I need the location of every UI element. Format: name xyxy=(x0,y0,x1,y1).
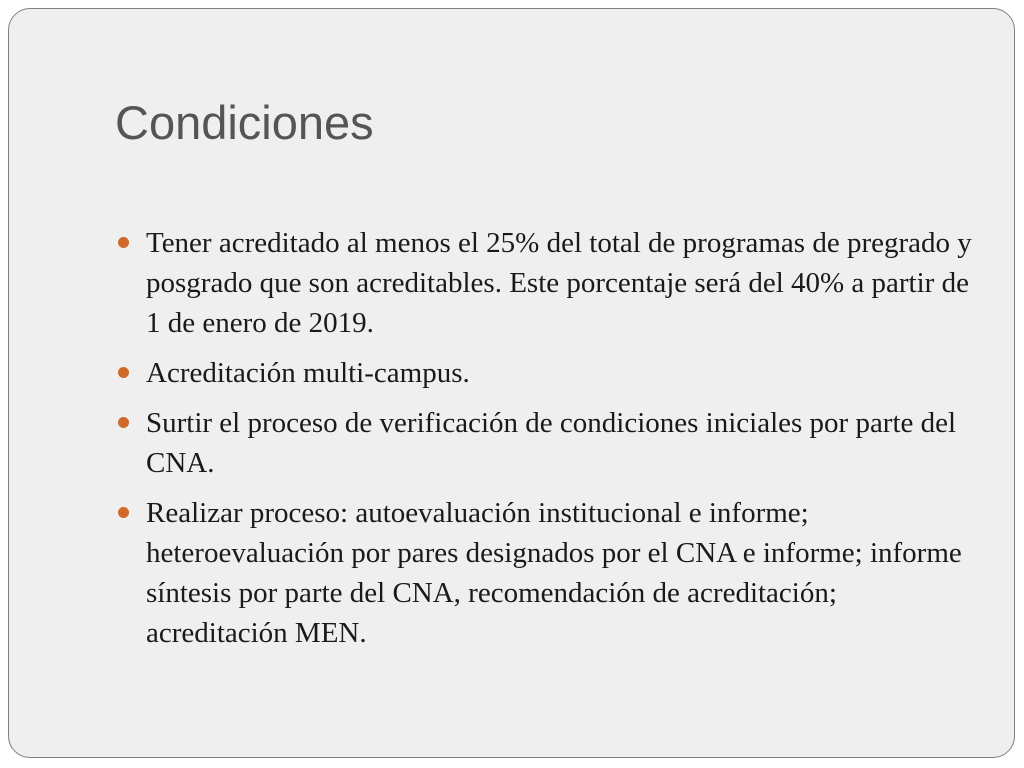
bullet-text: Acreditación multi-campus. xyxy=(146,357,470,389)
bullet-dot-icon xyxy=(118,507,129,518)
bullet-text: Realizar proceso: autoevaluación institucional e informe; heteroevaluación por pares designados por el CNA e informe; informe síntesis por parte del CNA, recomendación de acreditación; acreditación MEN. xyxy=(146,497,962,649)
bullet-dot-icon xyxy=(118,417,129,428)
slide-title: Condiciones xyxy=(115,96,374,149)
bullet-text: Surtir el proceso de verificación de condiciones iniciales por parte del CNA. xyxy=(146,407,957,479)
bullet-item xyxy=(115,353,975,393)
slide-frame xyxy=(8,8,1015,758)
bullet-dot-icon xyxy=(118,237,129,248)
bullet-text: Tener acreditado al menos el 25% del total de programas de pregrado y posgrado que son acreditables. Este porcentaje será del 40% a partir de 1 de enero de 2019. xyxy=(146,227,972,339)
bullet-item xyxy=(115,403,975,483)
bullet-dot-icon xyxy=(118,367,129,378)
bullet-list xyxy=(115,223,975,663)
bullet-item xyxy=(115,223,975,343)
bullet-item xyxy=(115,493,975,653)
